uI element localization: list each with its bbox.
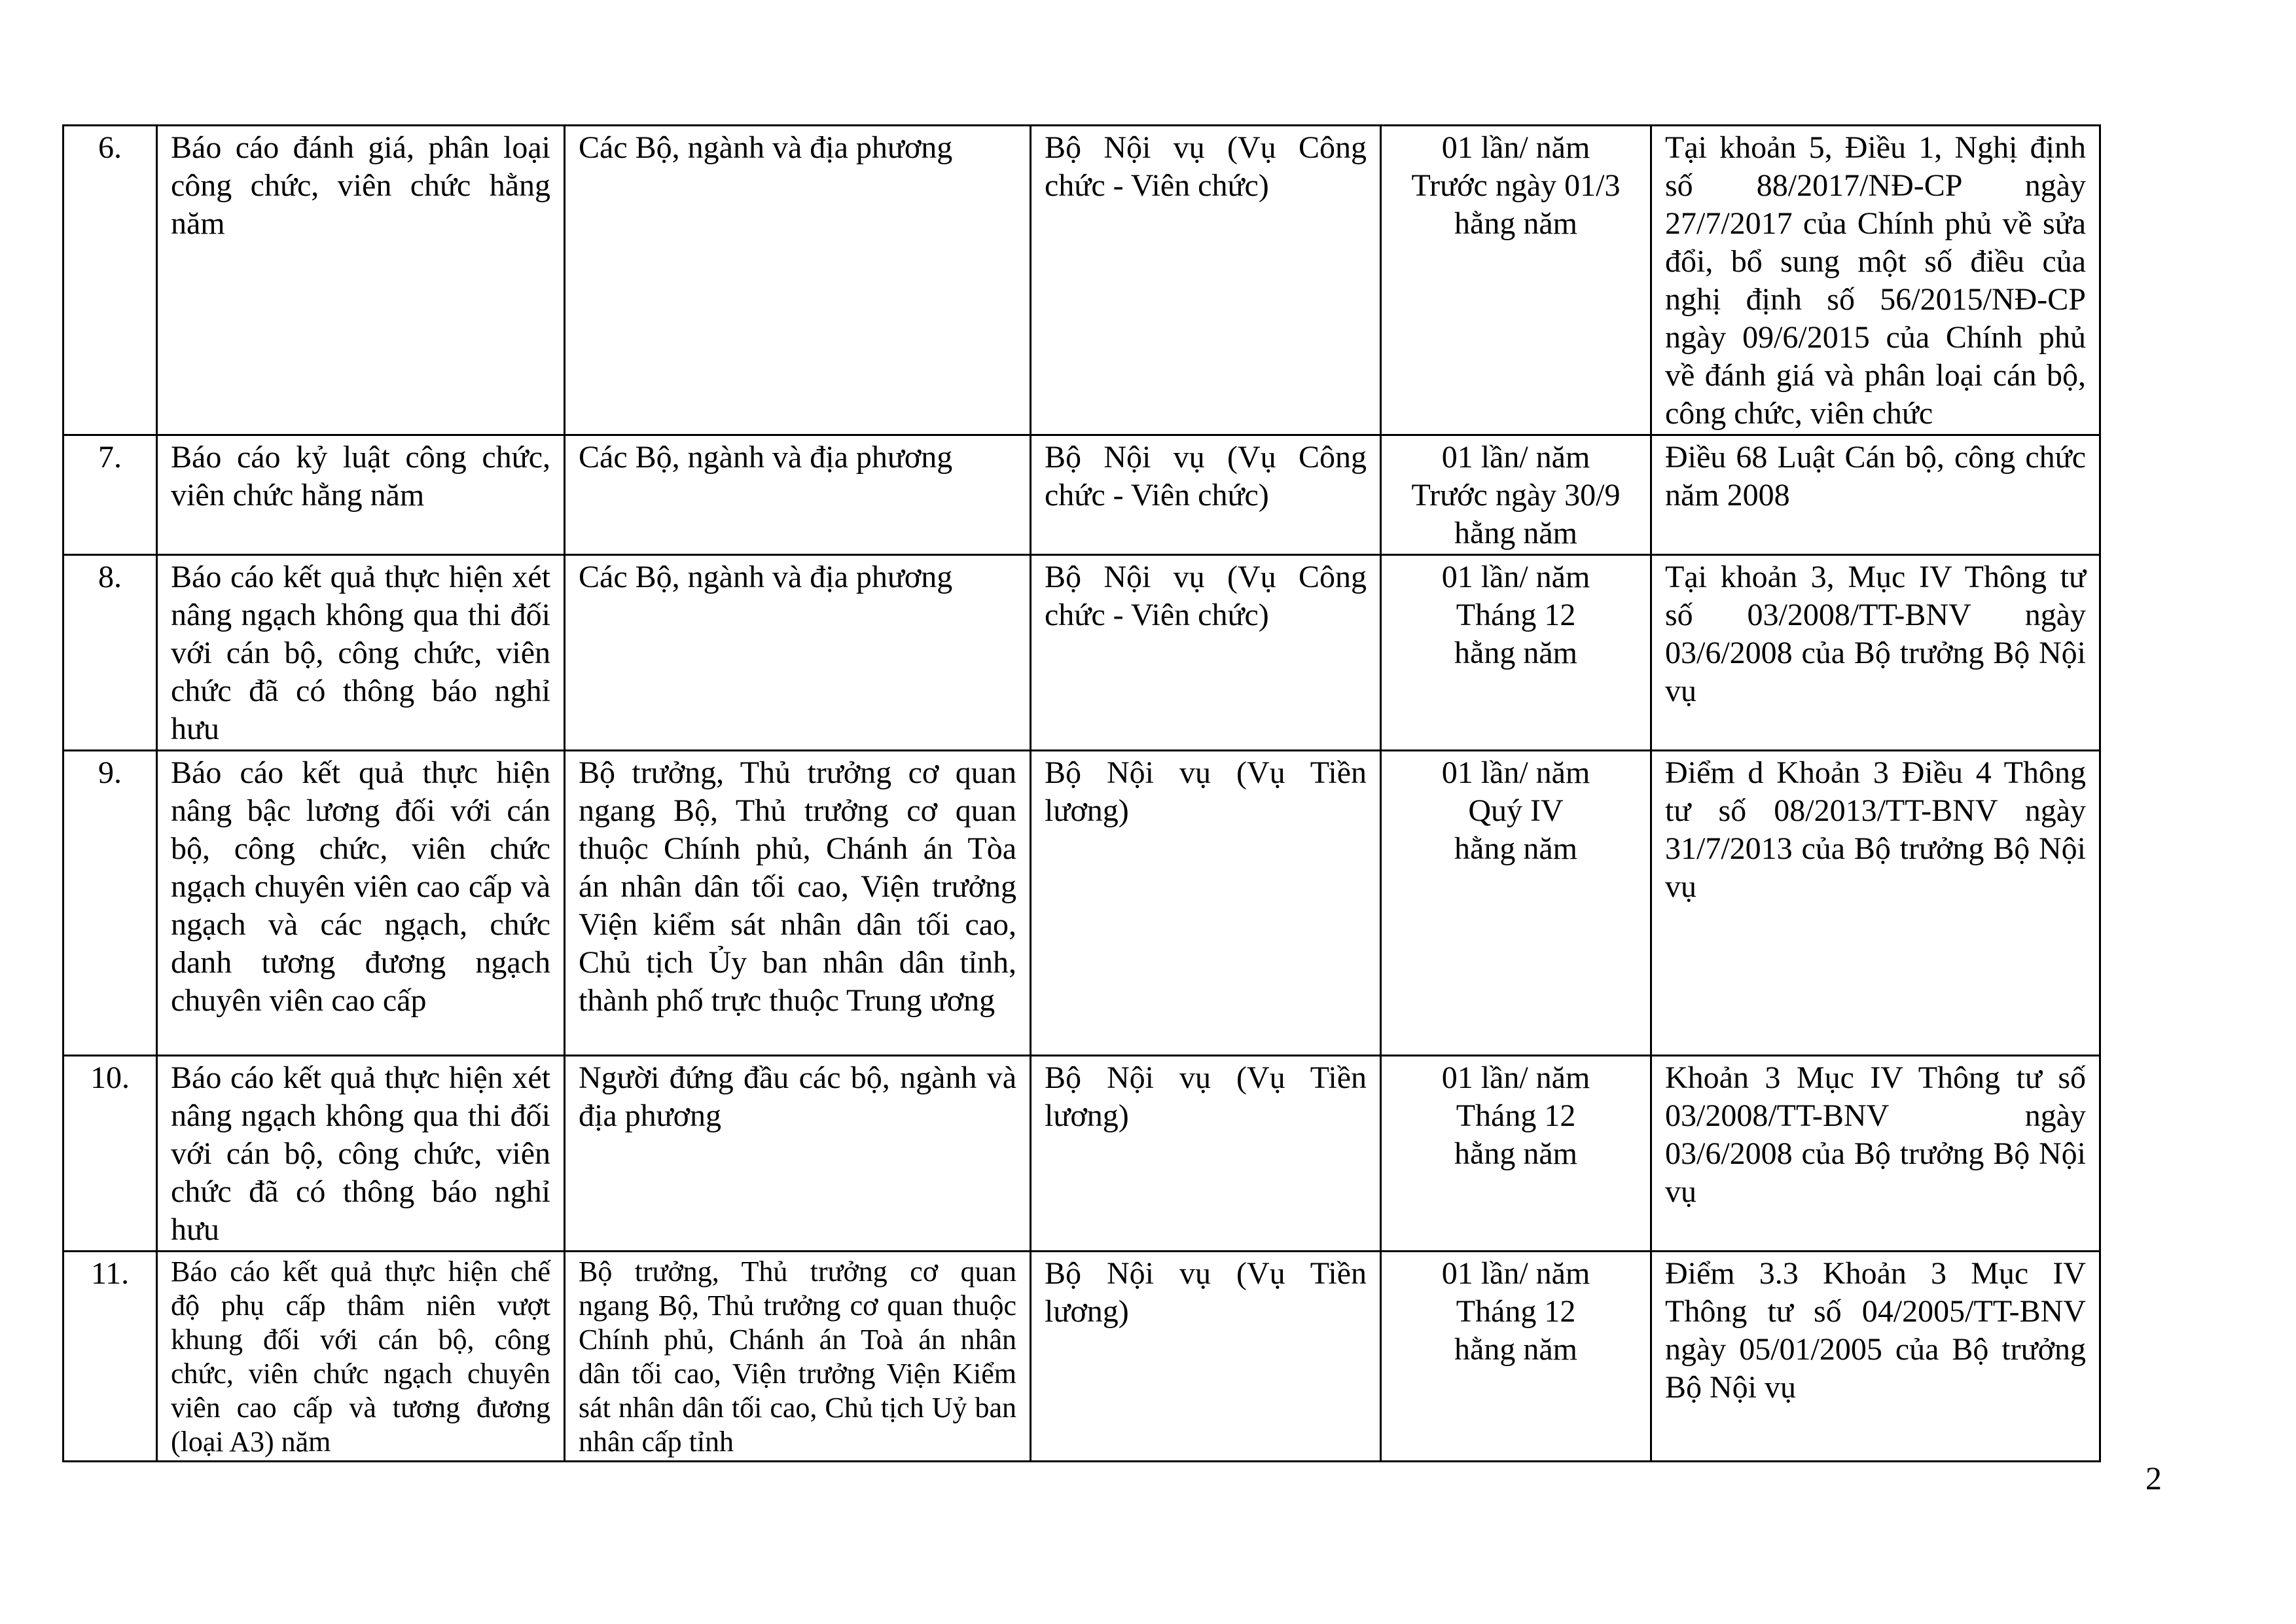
legal-basis: Khoản 3 Mục IV Thông tư số 03/2008/TT-BNV ngày 03/6/2008 của Bộ trưởng Bộ Nội vụ xyxy=(1651,1056,2100,1252)
table-row xyxy=(63,1056,2100,1252)
legal-basis: Điểm 3.3 Khoản 3 Mục IV Thông tư số 04/2005/TT-BNV ngày 05/01/2005 của Bộ trưởng Bộ Nội vụ xyxy=(1651,1252,2100,1462)
reporting-organization: Bộ trưởng, Thủ trưởng cơ quan ngang Bộ, Thủ trưởng cơ quan thuộc Chính phủ, Chánh án Tòa án nhân dân tối cao, Viện trưởng Viện kiểm sát nhân dân tối cao, Chủ tịch Ủy ban nhân dân tỉnh, thành phố trực thuộc Trung ương xyxy=(565,751,1031,1056)
frequency-line: hằng năm xyxy=(1454,831,1577,866)
receiving-agency: Bộ Nội vụ (Vụ Công chức - Viên chức) xyxy=(1031,555,1381,751)
table-row xyxy=(63,435,2100,555)
frequency-line: 01 lần/ năm xyxy=(1441,560,1590,594)
reporting-organization: Các Bộ, ngành và địa phương xyxy=(565,435,1031,555)
receiving-agency: Bộ Nội vụ (Vụ Công chức - Viên chức) xyxy=(1031,435,1381,555)
row-number: 9. xyxy=(63,751,157,1056)
row-number: 8. xyxy=(63,555,157,751)
reporting-organization: Các Bộ, ngành và địa phương xyxy=(565,126,1031,435)
frequency-line: 01 lần/ năm xyxy=(1441,130,1590,165)
row-number: 11. xyxy=(63,1252,157,1462)
report-frequency xyxy=(1381,126,1651,435)
report-frequency xyxy=(1381,1252,1651,1462)
report-frequency xyxy=(1381,435,1651,555)
frequency-line: Tháng 12 xyxy=(1456,1098,1576,1133)
report-name: Báo cáo kết quả thực hiện chế độ phụ cấp thâm niên vượt khung đối với cán bộ, công chức, viên chức ngạch chuyên viên cao cấp và tương đương (loại A3) năm xyxy=(157,1252,565,1462)
report-name: Báo cáo kết quả thực hiện nâng bậc lương đối với cán bộ, công chức, viên chức ngạch chuyên viên cao cấp và ngạch và các ngạch, chức danh tương đương ngạch chuyên viên cao cấp xyxy=(157,751,565,1056)
report-frequency xyxy=(1381,555,1651,751)
row-number: 7. xyxy=(63,435,157,555)
report-name: Báo cáo kết quả thực hiện xét nâng ngạch không qua thi đối với cán bộ, công chức, viên chức đã có thông báo nghỉ hưu xyxy=(157,1056,565,1252)
frequency-line: hằng năm xyxy=(1454,1136,1577,1171)
legal-basis: Tại khoản 3, Mục IV Thông tư số 03/2008/TT-BNV ngày 03/6/2008 của Bộ trưởng Bộ Nội vụ xyxy=(1651,555,2100,751)
frequency-line: Trước ngày 30/9 xyxy=(1411,478,1621,513)
table-row xyxy=(63,555,2100,751)
frequency-line: 01 lần/ năm xyxy=(1441,755,1590,790)
frequency-line: 01 lần/ năm xyxy=(1441,1060,1590,1095)
table-row xyxy=(63,1252,2100,1462)
frequency-line: Quý IV xyxy=(1468,793,1564,828)
report-name: Báo cáo kết quả thực hiện xét nâng ngạch không qua thi đối với cán bộ, công chức, viên chức đã có thông báo nghỉ hưu xyxy=(157,555,565,751)
reporting-organization: Người đứng đầu các bộ, ngành và địa phương xyxy=(565,1056,1031,1252)
report-name: Báo cáo đánh giá, phân loại công chức, viên chức hằng năm xyxy=(157,126,565,435)
receiving-agency: Bộ Nội vụ (Vụ Tiền lương) xyxy=(1031,1056,1381,1252)
receiving-agency: Bộ Nội vụ (Vụ Công chức - Viên chức) xyxy=(1031,126,1381,435)
receiving-agency: Bộ Nội vụ (Vụ Tiền lương) xyxy=(1031,1252,1381,1462)
legal-basis: Điểm d Khoản 3 Điều 4 Thông tư số 08/2013/TT-BNV ngày 31/7/2013 của Bộ trưởng Bộ Nội vụ xyxy=(1651,751,2100,1056)
frequency-line: 01 lần/ năm xyxy=(1441,1256,1590,1291)
legal-basis: Điều 68 Luật Cán bộ, công chức năm 2008 xyxy=(1651,435,2100,555)
frequency-line: hằng năm xyxy=(1454,1332,1577,1367)
report-frequency xyxy=(1381,751,1651,1056)
row-number: 6. xyxy=(63,126,157,435)
frequency-line: Tháng 12 xyxy=(1456,598,1576,632)
frequency-line: 01 lần/ năm xyxy=(1441,440,1590,475)
report-name: Báo cáo kỷ luật công chức, viên chức hằng năm xyxy=(157,435,565,555)
legal-basis: Tại khoản 5, Điều 1, Nghị định số 88/2017/NĐ-CP ngày 27/7/2017 của Chính phủ về sửa đổi, bổ sung một số điều của nghị định số 56/2015/NĐ-CP ngày 09/6/2015 của Chính phủ về đánh giá và phân loại cán bộ, công chức, viên chức xyxy=(1651,126,2100,435)
report-table xyxy=(62,124,2101,1462)
frequency-line: hằng năm xyxy=(1454,516,1577,550)
table-row xyxy=(63,751,2100,1056)
frequency-line: hằng năm xyxy=(1454,206,1577,241)
report-frequency xyxy=(1381,1056,1651,1252)
reporting-organization: Bộ trưởng, Thủ trưởng cơ quan ngang Bộ, Thủ trưởng cơ quan thuộc Chính phủ, Chánh án Toà án nhân dân tối cao, Viện trưởng Viện Kiểm sát nhân dân tối cao, Chủ tịch Uỷ ban nhân cấp tỉnh xyxy=(565,1252,1031,1462)
frequency-line: Tháng 12 xyxy=(1456,1294,1576,1329)
table-row xyxy=(63,126,2100,435)
frequency-line: hằng năm xyxy=(1454,636,1577,670)
frequency-line: Trước ngày 01/3 xyxy=(1411,168,1621,203)
reporting-organization: Các Bộ, ngành và địa phương xyxy=(565,555,1031,751)
page-number: 2 xyxy=(2145,1460,2162,1496)
row-number: 10. xyxy=(63,1056,157,1252)
receiving-agency: Bộ Nội vụ (Vụ Tiền lương) xyxy=(1031,751,1381,1056)
